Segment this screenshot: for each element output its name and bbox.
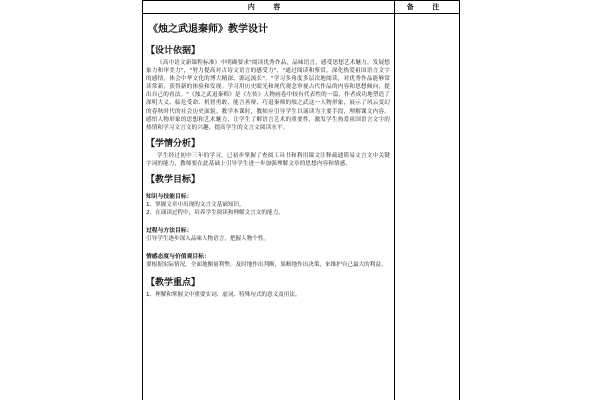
knowledge-goal-item: 2、在诵读过程中，培养学生阅读和理解文言文的能力。 (146, 210, 284, 217)
header-notes-label: 备 注 (406, 2, 448, 11)
table-right-border (459, 0, 460, 400)
analysis-paragraph: 学生经过初中三年的学习，已初步掌握了查阅工具书和利用课文注释疏通简易文言文中关键字词的能力，教师要在此基础上引导学生进一步加强理解文章的思想内容和情感。 (146, 152, 390, 167)
table-left-border (142, 0, 143, 400)
content-cell (146, 18, 390, 299)
key-point-item: 1、理解和掌握文中重要实词、虚词、特殊句式的意义及用法。 (146, 292, 301, 299)
header-bottom-border (142, 13, 460, 14)
section-heading-analysis: 【学情分析】 (146, 138, 201, 149)
process-goal-item: 引导学生逐步深入品味人物语言，把握人物个性。 (146, 236, 270, 243)
process-goal-title: 过程与方法目标： (146, 228, 193, 235)
column-divider (394, 0, 395, 400)
knowledge-goal-title: 知识与技能目标： (146, 194, 193, 201)
document-title: 《烛之武退秦师》教学设计 (148, 24, 268, 35)
basis-paragraph: 《高中语文新课程标准》中明确要求"阅读优秀作品，品味语言，感受思想艺术魅力，发展想象力和审美力"，"努力提高对古诗文语言的感受力"，"通过阅读和鉴赏，深化热爱祖国语言文字的感情，体会中华文化的博大精深、源远流长"，"学习多角度多层次地阅读，对优秀作品能够常读常新，获得新的体验和发现。学习用历史眼光和现代观念审视古代作品的内容和思想倾向，提出自己的看法。"《烛之武退秦师》是《左传》人物画卷中较有代表性的一篇，作者成功地塑造了深明大义、临危受命、机智勇敢、能言善辩、巧退秦师的烛之武这一人物形象，展示了风云变幻的春秋时代的社会历史面貌。教学本课时，教师应引导学生以诵读为主要手段，理解课文内容，感悟人物形象的思想和艺术魅力，让学生了解语言艺术的重要性，激发学生热爱祖国语言文字的热情和学习文言文的兴趣，提高学生的文言文阅读水平。 (146, 60, 390, 131)
section-heading-goals: 【教学目标】 (146, 175, 201, 186)
header-content-label: 内 容 (247, 2, 289, 11)
emotion-goal-title: 情感态度与价值观目标： (146, 254, 210, 261)
section-heading-basis: 【设计依据】 (146, 46, 201, 56)
knowledge-goal-item: 1、掌握文章中出现的文言文基础知识。 (146, 202, 245, 209)
section-heading-key-points: 【教学重点】 (146, 278, 201, 289)
lesson-plan-sheet (142, 0, 460, 400)
emotion-goal-item: 要根据实际情况，全面地衡量利弊，及时地作出判断，果断地作出决策，来维护自己最大的利益。 (146, 262, 387, 269)
